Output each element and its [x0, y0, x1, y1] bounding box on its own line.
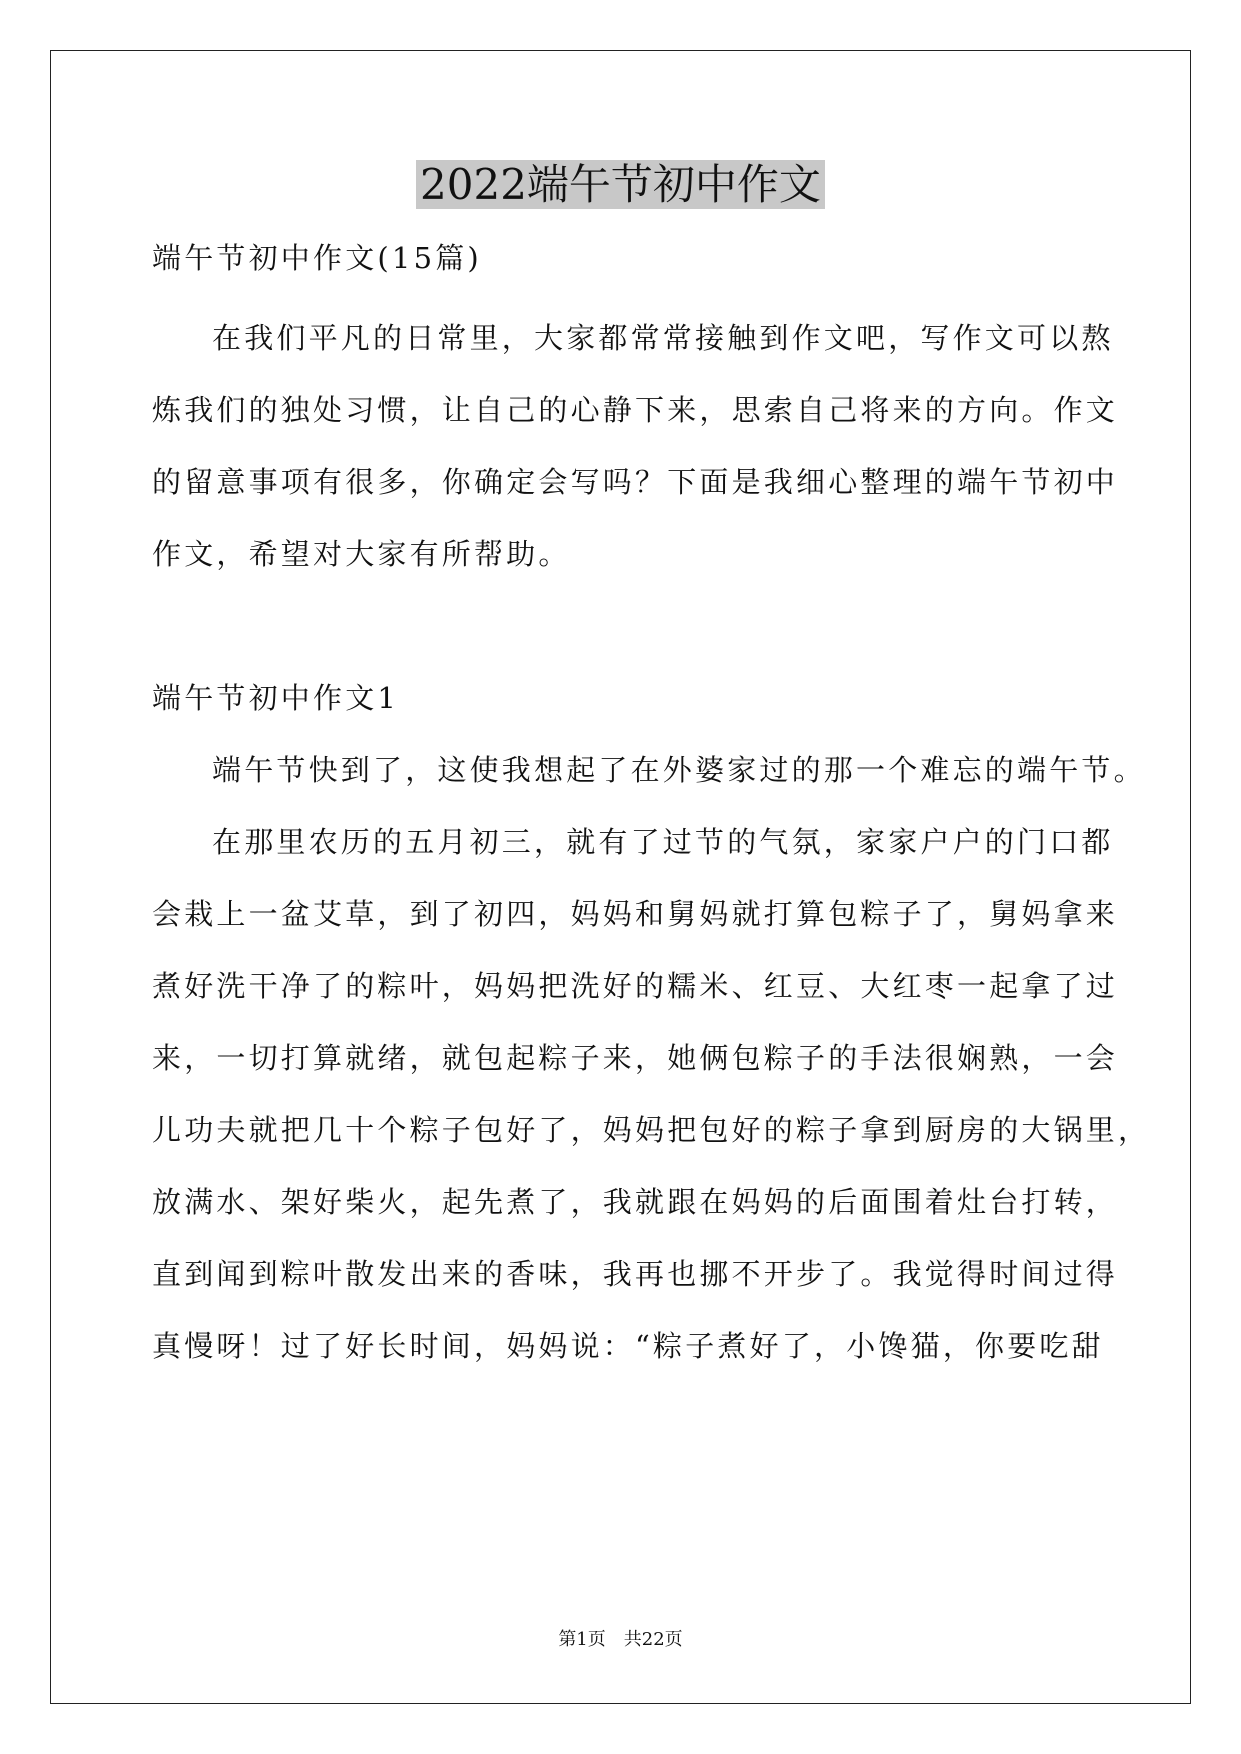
page-border — [50, 50, 1191, 1704]
paragraph-line: 端午节快到了，这使我想起了在外婆家过的那一个难忘的端午节。 — [212, 753, 1146, 787]
document-subtitle: 端午节初中作文(15篇) — [152, 241, 482, 275]
document-title-text: 2022端午节初中作文 — [416, 160, 825, 209]
paragraph-line: 放满水、架好柴火，起先煮了，我就跟在妈妈的后面围着灶台打转， — [152, 1185, 1119, 1219]
section-heading: 端午节初中作文1 — [152, 681, 400, 715]
intro-line: 的留意事项有很多，你确定会写吗？下面是我细心整理的端午节初中 — [152, 465, 1119, 499]
paragraph-line: 煮好洗干净了的粽叶，妈妈把洗好的糯米、红豆、大红枣一起拿了过 — [152, 969, 1119, 1003]
paragraph-line: 来，一切打算就绪，就包起粽子来，她俩包粽子的手法很娴熟，一会 — [152, 1041, 1119, 1075]
intro-line: 在我们平凡的日常里，大家都常常接触到作文吧，写作文可以熬 — [212, 321, 1114, 355]
paragraph-line: 会栽上一盆艾草，到了初四，妈妈和舅妈就打算包粽子了，舅妈拿来 — [152, 897, 1119, 931]
page-footer: 第1页 共22页 — [558, 1629, 683, 1650]
paragraph-line: 真慢呀！过了好长时间，妈妈说：“粽子煮好了，小馋猫，你要吃甜 — [152, 1329, 1104, 1363]
intro-line: 炼我们的独处习惯，让自己的心静下来，思索自己将来的方向。作文 — [152, 393, 1119, 427]
intro-line: 作文，希望对大家有所帮助。 — [152, 537, 571, 571]
paragraph-line: 直到闻到粽叶散发出来的香味，我再也挪不开步了。我觉得时间过得 — [152, 1257, 1119, 1291]
paragraph-line: 在那里农历的五月初三，就有了过节的气氛，家家户户的门口都 — [212, 825, 1114, 859]
paragraph-line: 儿功夫就把几十个粽子包好了，妈妈把包好的粽子拿到厨房的大锅里， — [152, 1113, 1151, 1147]
document-title — [0, 155, 1241, 215]
